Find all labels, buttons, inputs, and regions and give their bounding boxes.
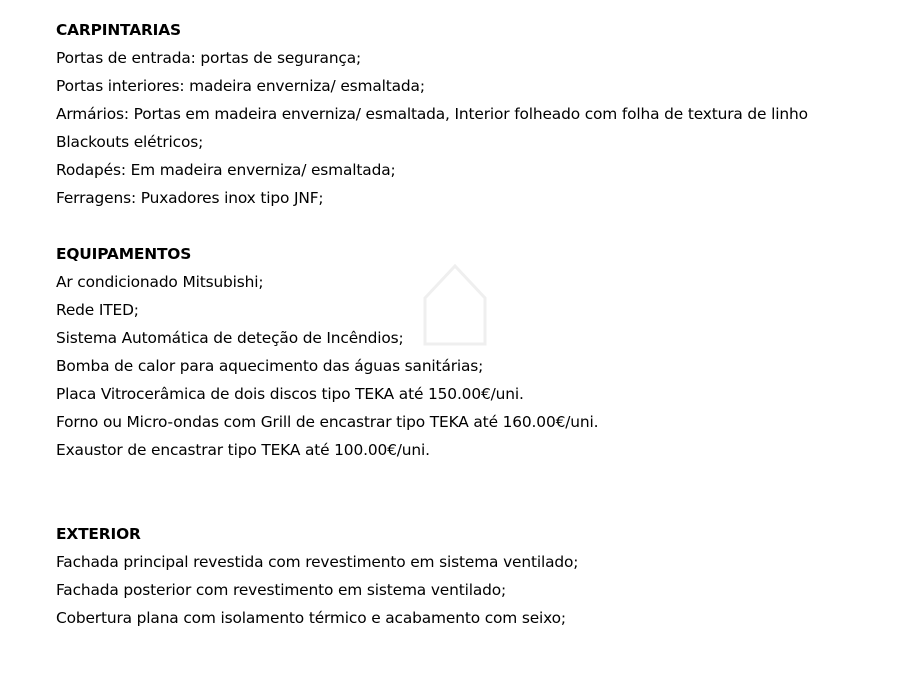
text-line: Portas de entrada: portas de segurança; — [56, 49, 362, 67]
section-exterior — [56, 520, 906, 632]
text-line: Portas interiores: madeira enverniza/ esmaltada; — [56, 77, 425, 95]
text-line: Fachada principal revestida com revestimento em sistema ventilado; — [56, 553, 579, 571]
text-line: Fachada posterior com revestimento em sistema ventilado; — [56, 581, 507, 599]
spacer — [56, 212, 906, 240]
text-line: Cobertura plana com isolamento térmico e acabamento com seixo; — [56, 609, 566, 627]
text-line: Sistema Automática de deteção de Incêndios; — [56, 329, 404, 347]
text-line: Forno ou Micro-ondas com Grill de encastrar tipo TEKA até 160.00€/uni. — [56, 413, 599, 431]
text-line: Ferragens: Puxadores inox tipo JNF; — [56, 189, 324, 207]
text-line: Rodapés: Em madeira enverniza/ esmaltada; — [56, 161, 396, 179]
text-line: Armários: Portas em madeira enverniza/ esmaltada, Interior folheado com folha de textura de linho — [56, 105, 808, 123]
text-line: Rede ITED; — [56, 301, 139, 319]
section-equipamentos — [56, 240, 906, 464]
section-heading: EXTERIOR — [56, 525, 141, 543]
text-line: Placa Vitrocerâmica de dois discos tipo TEKA até 150.00€/uni. — [56, 385, 524, 403]
document-body — [56, 16, 906, 632]
text-line: Blackouts elétricos; — [56, 133, 204, 151]
section-heading: EQUIPAMENTOS — [56, 245, 192, 263]
spacer — [56, 464, 906, 520]
section-heading: CARPINTARIAS — [56, 21, 181, 39]
text-line: Exaustor de encastrar tipo TEKA até 100.00€/uni. — [56, 441, 430, 459]
section-carpintarias — [56, 16, 906, 212]
text-line: Ar condicionado Mitsubishi; — [56, 273, 264, 291]
text-line: Bomba de calor para aquecimento das águas sanitárias; — [56, 357, 484, 375]
